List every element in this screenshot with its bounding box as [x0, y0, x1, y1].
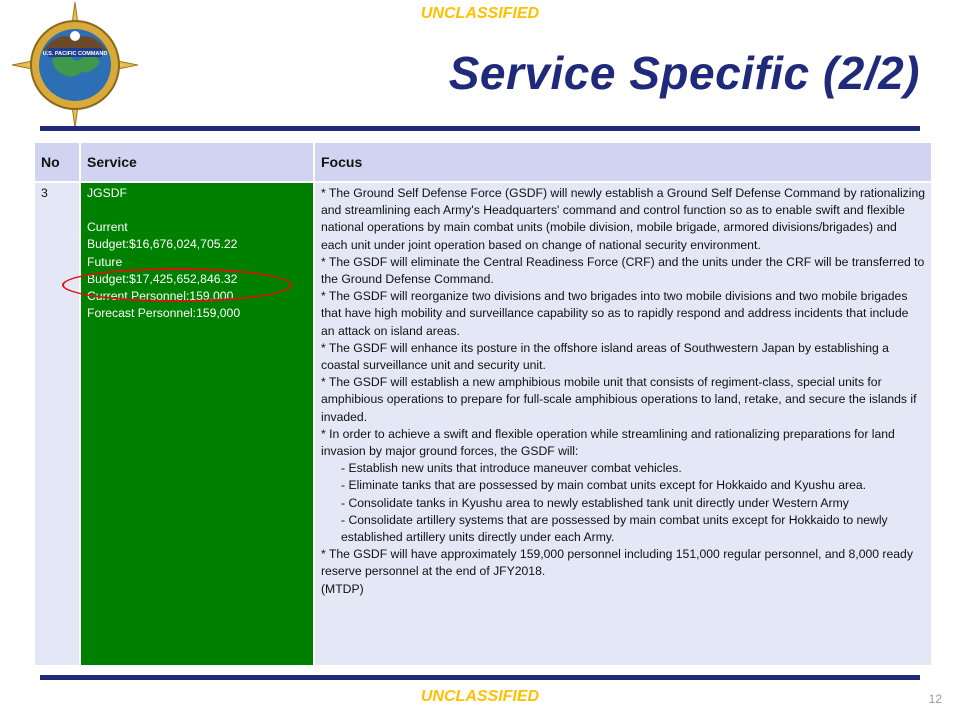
service-name: JGSDF — [87, 186, 127, 200]
current-personnel: Current Personnel:159,000 — [87, 289, 234, 304]
focus-paragraph: * The GSDF will enhance its posture in the offshore island areas of Southwestern Japan by establishing a coastal surveillance unit and security unit. — [321, 340, 889, 373]
focus-sub-item: - Consolidate tanks in Kyushu area to newly established tank unit directly under Western Army — [341, 495, 849, 510]
focus-source: (MTDP) — [321, 581, 364, 596]
focus-paragraph: * The GSDF will eliminate the Central Readiness Force (CRF) and the units under the CRF will be transferred to the Ground Defense Command. — [321, 254, 925, 287]
slide-title: Service Specific (2/2) — [448, 47, 920, 99]
focus-paragraph: * In order to achieve a swift and flexible operation while streamlining and rationalizing preparations for land invasion by major ground forces, the GSDF will: — [321, 426, 895, 459]
row-number: 3 — [35, 183, 79, 665]
focus-paragraph: * The GSDF will establish a new amphibious mobile unit that consists of regiment-class, special units for amphibious operations to prepare for full-scale amphibious operations to land, retake, and secure the islands if invaded. — [321, 375, 917, 424]
header-no: No — [35, 143, 79, 181]
header-service: Service — [81, 143, 313, 181]
service-table — [33, 141, 933, 667]
forecast-personnel: Forecast Personnel:159,000 — [87, 306, 241, 321]
focus-sub-item: - Eliminate tanks that are possessed by main combat units except for Hokkaido and Kyushu area. — [341, 478, 867, 493]
uspacom-seal-icon — [12, 2, 138, 128]
future-budget: Budget:$17,425,652,846.32 — [87, 271, 238, 286]
classification-banner-top: UNCLASSIFIED — [420, 5, 540, 22]
service-spacer — [87, 202, 307, 219]
seal-text: U.S. PACIFIC COMMAND — [42, 51, 108, 57]
classification-banner-bottom: UNCLASSIFIED — [420, 688, 540, 705]
bottom-divider — [40, 675, 920, 680]
focus-paragraph: * The GSDF will have approximately 159,000 personnel including 151,000 regular personnel, and 8,000 ready reserve personnel at the end of JFY2018. — [321, 547, 913, 579]
current-budget: Budget:$16,676,024,705.22 — [87, 237, 238, 252]
top-divider — [40, 126, 920, 131]
focus-paragraph: * The GSDF will reorganize two divisions and two brigades into two mobile divisions and two mobile brigades that have high mobility and surveillance capability so as to rapidly respond and address incidents that include an attack on island areas. — [321, 289, 909, 338]
table-header-row — [35, 143, 931, 181]
current-label: Current — [87, 220, 128, 235]
future-label: Future — [87, 254, 123, 269]
table-row — [35, 183, 931, 665]
focus-paragraph: * The Ground Self Defense Force (GSDF) will newly establish a Ground Self Defense Command by rationalizing and streamlining each Army's Headquarters' command and control function so as to enable swift and flexible national operations by main combat units (mobile division, mobile brigade, armored divisions/brigades) and each unit under joint operation based on change of national security environment. — [321, 186, 926, 252]
service-cell — [81, 183, 313, 665]
focus-sub-item: - Consolidate artillery systems that are possessed by main combat units except for Hokkaido to newly established artillery units directly under each Army. — [341, 512, 888, 545]
focus-cell — [315, 183, 931, 665]
focus-sub-item: - Establish new units that introduce maneuver combat vehicles. — [341, 461, 682, 476]
header-focus: Focus — [315, 143, 931, 181]
page-number: 12 — [928, 692, 942, 706]
